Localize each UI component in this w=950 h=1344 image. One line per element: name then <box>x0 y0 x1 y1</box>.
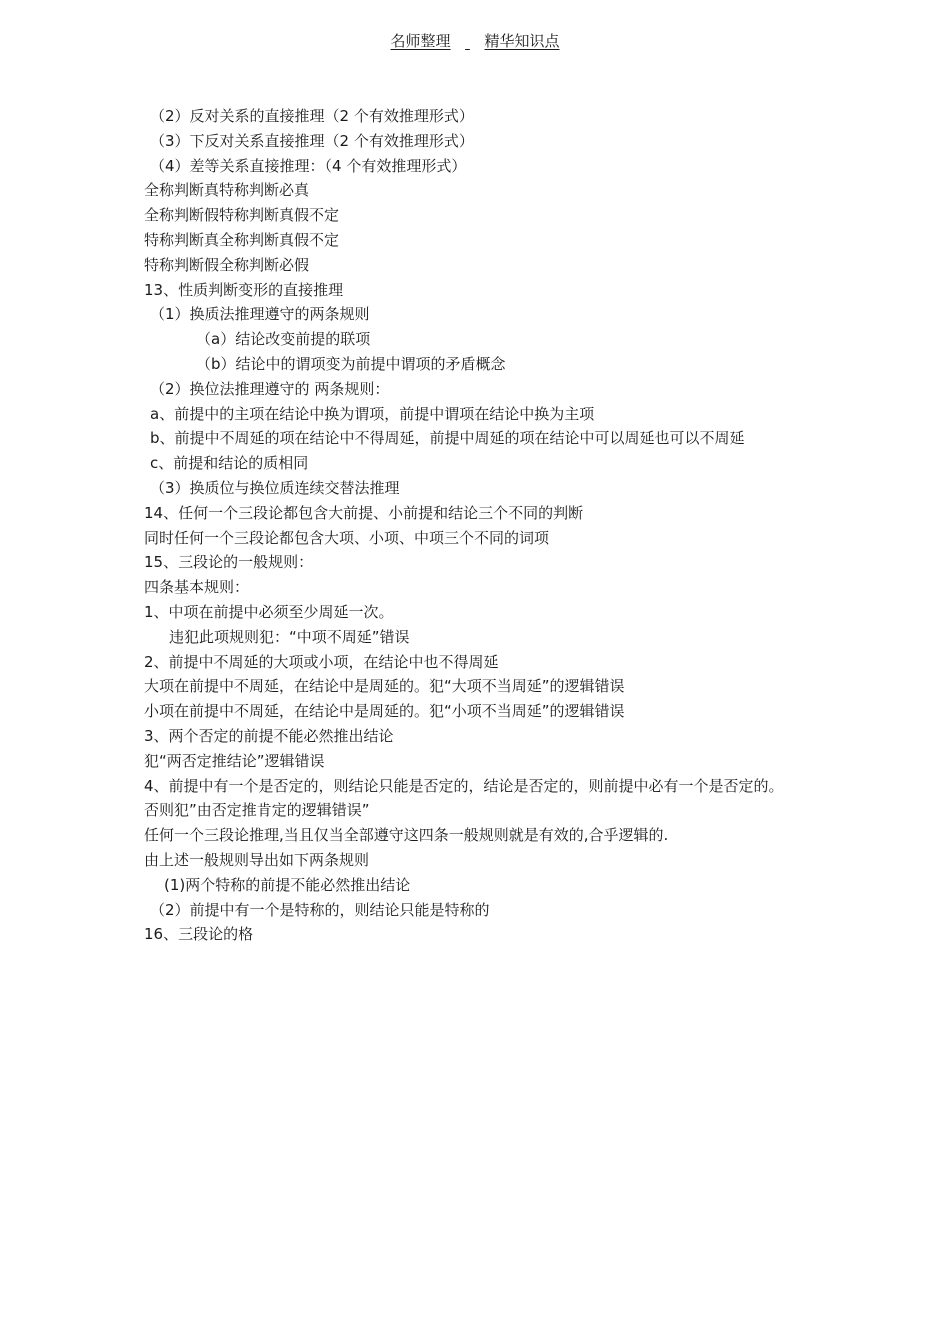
page-header <box>0 30 950 51</box>
text-line-10: （a）结论改变前提的联项 <box>196 330 371 349</box>
header-right-text: 精华知识点 <box>484 32 560 50</box>
text-line-23: 2、前提中不周延的大项或小项，在结论中也不得周延 <box>144 652 499 671</box>
header-gap <box>451 32 485 50</box>
document-body <box>144 104 824 947</box>
text-line-9: （1）换质法推理遵守的两条规则 <box>150 305 370 324</box>
text-line-29: 否则犯”由否定推肯定的逻辑错误” <box>144 801 370 820</box>
text-line-25: 小项在前提中不周延，在结论中是周延的。犯“小项不当周延”的逻辑错误 <box>144 702 625 721</box>
text-line-15: c、前提和结论的质相同 <box>150 454 309 473</box>
text-line-32: (1)两个特称的前提不能必然推出结论 <box>164 875 411 894</box>
text-line-6: 特称判断真全称判断真假不定 <box>144 230 340 249</box>
text-line-7: 特称判断假全称判断必假 <box>144 255 310 274</box>
text-line-21: 1、中项在前提中必须至少周延一次。 <box>144 602 394 621</box>
text-line-30: 任何一个三段论推理,当且仅当全部遵守这四条一般规则就是有效的,合乎逻辑的. <box>144 826 669 845</box>
text-line-13: a、前提中的主项在结论中换为谓项，前提中谓项在结论中换为主项 <box>150 404 595 423</box>
header-left-text: 名师整理 <box>390 32 451 50</box>
text-line-14: b、前提中不周延的项在结论中不得周延，前提中周延的项在结论中可以周延也可以不周延 <box>150 429 745 448</box>
text-line-3: （4）差等关系直接推理：（4 个有效推理形式） <box>150 156 467 175</box>
text-line-11: （b）结论中的谓项变为前提中谓项的矛盾概念 <box>196 354 506 373</box>
section-heading-14: 14、任何一个三段论都包含大前提、小前提和结论三个不同的判断 <box>144 503 584 522</box>
text-line-20: 四条基本规则： <box>144 578 250 597</box>
text-line-16: （3）换质位与换位质连续交替法推理 <box>150 478 400 497</box>
text-line-31: 由上述一般规则导出如下两条规则 <box>144 850 370 869</box>
text-line-18: 同时任何一个三段论都包含大项、小项、中项三个不同的词项 <box>144 528 550 547</box>
section-heading-13: 13、性质判断变形的直接推理 <box>144 280 344 299</box>
text-line-33: （2）前提中有一个是特称的，则结论只能是特称的 <box>150 900 490 919</box>
text-line-1: （2）反对关系的直接推理（2 个有效推理形式） <box>150 107 474 125</box>
text-line-24: 大项在前提中不周延，在结论中是周延的。犯“大项不当周延”的逻辑错误 <box>144 677 625 696</box>
text-line-27: 犯“两否定推结论”逻辑错误 <box>144 751 325 770</box>
text-line-26: 3、两个否定的前提不能必然推出结论 <box>144 726 394 745</box>
text-line-12: （2）换位法推理遵守的 两条规则： <box>150 379 390 398</box>
text-line-22: 违犯此项规则犯：“中项不周延”错误 <box>169 627 410 646</box>
text-line-2: （3）下反对关系直接推理（2 个有效推理形式） <box>150 131 474 150</box>
text-line-28: 4、前提中有一个是否定的，则结论只能是否定的，结论是否定的，则前提中必有一个是否定的。 <box>144 776 784 795</box>
text-line-5: 全称判断假特称判断真假不定 <box>144 206 340 225</box>
section-heading-15: 15、三段论的一般规则： <box>144 553 314 572</box>
section-heading-16: 16、三段论的格 <box>144 925 254 944</box>
text-line-4: 全称判断真特称判断必真 <box>144 181 310 200</box>
